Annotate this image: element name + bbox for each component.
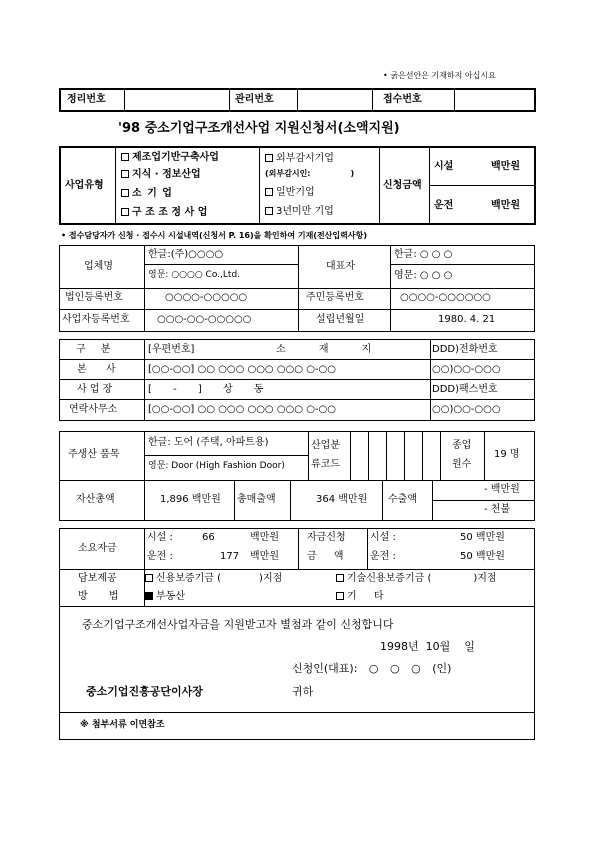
checkbox-icon[interactable] xyxy=(265,207,273,215)
export-label: 수출액 xyxy=(388,494,417,505)
declaration-date[interactable]: 1998년 10월 일 xyxy=(380,640,475,653)
funds-unit: 백만원 xyxy=(250,551,279,562)
reference-row xyxy=(59,88,536,112)
industry-code-label-1: 산업분 xyxy=(311,440,340,451)
manage-number-field[interactable] xyxy=(298,91,371,109)
employees-value[interactable]: 19 명 xyxy=(494,449,520,460)
request-amount-label-1: 자금신청 xyxy=(307,532,346,543)
applicant-signature[interactable]: 신청인(대표): ○ ○ ○ (인) xyxy=(292,662,452,675)
address-row-phone[interactable]: ○○)○○-○○○ xyxy=(432,364,501,375)
funds-operating-value[interactable]: 177 xyxy=(220,551,240,562)
business-type-section xyxy=(59,146,536,225)
funds-label: 소요자금 xyxy=(78,543,117,554)
collateral-tech-guarantee[interactable]: 기술신용보증기금 ( )지점 xyxy=(336,574,497,584)
industry-code-field[interactable] xyxy=(351,433,439,479)
funds-unit: 백만원 xyxy=(250,532,279,543)
company-info-table xyxy=(59,245,535,332)
request-facility-value[interactable]: 50 백만원 xyxy=(460,532,505,543)
founded-value[interactable]: 1980. 4. 21 xyxy=(438,314,496,325)
funds-operating-label: 운전 : xyxy=(147,551,173,562)
collateral-credit-guarantee[interactable]: 신용보증기금 ( )지점 xyxy=(145,574,282,584)
sales-value[interactable]: 364 백만원 xyxy=(316,494,368,505)
request-facility-label: 시설 : xyxy=(370,532,396,543)
checkbox-icon[interactable] xyxy=(121,153,129,161)
request-amount-label-2: 금 액 xyxy=(307,551,344,562)
corp-number-value[interactable]: ○○○○-○○○○○ xyxy=(165,292,248,303)
company-name-label: 업체명 xyxy=(84,261,113,272)
funds-section xyxy=(59,528,535,740)
amount-operating-unit: 백만원 xyxy=(491,200,520,211)
address-row-phone[interactable]: DDD)팩스번호 xyxy=(432,384,498,395)
checkbox-icon[interactable] xyxy=(145,574,153,582)
request-operating-value[interactable]: 50 백만원 xyxy=(460,551,505,562)
declaration-text: 중소기업구조개선사업자금을 지원받고자 별첨과 같이 신청합니다 xyxy=(82,618,394,631)
representative-en[interactable]: 영문: ○ ○ ○ xyxy=(394,270,453,281)
option-audited[interactable]: 외부감시기업 xyxy=(265,154,334,164)
employees-label-1: 종업 xyxy=(452,440,472,451)
resident-number-label: 주민등록번호 xyxy=(306,292,364,303)
option-knowledge[interactable]: 지식 · 정보산업 xyxy=(121,170,201,180)
amount-facility-unit: 백만원 xyxy=(491,161,520,172)
checkbox-icon[interactable] xyxy=(265,188,273,196)
collateral-real-estate[interactable]: 부동산 xyxy=(145,592,185,602)
address-row-phone[interactable]: ○○)○○-○○○ xyxy=(432,404,501,415)
checkbox-icon[interactable] xyxy=(336,592,344,600)
founded-label: 설립년월일 xyxy=(316,314,365,325)
arrange-number-field[interactable] xyxy=(125,91,228,109)
auditor-note: (외부감시인: ) xyxy=(265,169,355,178)
address-row-label: 본 사 xyxy=(77,364,116,375)
product-assets-table xyxy=(59,431,535,521)
corp-number-label: 법인등록번호 xyxy=(65,292,123,303)
attachments-note: ※ 첨부서류 이면참조 xyxy=(80,720,165,730)
employees-label-2: 원수 xyxy=(452,459,472,470)
arrange-number-label: 정리번호 xyxy=(67,94,106,105)
assets-label: 자산총액 xyxy=(76,494,115,505)
company-name-kr[interactable]: 한글:(주)○○○○ xyxy=(148,249,224,260)
address-header-zip: [우편번호] xyxy=(148,344,195,355)
collateral-label-2: 방 법 xyxy=(78,591,119,602)
checkbox-icon[interactable] xyxy=(336,574,344,582)
collateral-other[interactable]: 기 타 xyxy=(336,592,384,602)
amount-facility-label: 시설 xyxy=(434,161,454,172)
receipt-number-field[interactable] xyxy=(455,91,533,109)
export-value-usd[interactable]: - 천불 xyxy=(484,504,511,515)
representative-kr[interactable]: 한글: ○ ○ ○ xyxy=(394,249,453,260)
option-restructuring[interactable]: 구 조 조 정 사 업 xyxy=(121,208,207,218)
address-header-category: 구 분 xyxy=(76,344,117,355)
business-number-value[interactable]: ○○○-○○-○○○○○ xyxy=(157,314,252,325)
manage-number-label: 관리번호 xyxy=(235,94,274,105)
top-note: • 굵은선안은 기재하지 아십시요 xyxy=(383,71,496,80)
product-label: 주생산 품목 xyxy=(68,449,120,460)
option-general[interactable]: 일반기업 xyxy=(265,188,315,198)
option-manufacturing[interactable]: 제조업기반구축사업 xyxy=(121,153,219,163)
option-under-3-years[interactable]: 3년미만 기업 xyxy=(265,207,334,217)
address-row-label: 연락사무소 xyxy=(69,404,118,415)
request-operating-label: 운전 : xyxy=(370,551,396,562)
address-header-phone: DDD)전화번호 xyxy=(432,344,498,355)
checkbox-icon[interactable] xyxy=(265,154,273,162)
notice-text: • 접수담당자가 신청 · 접수시 시설내역(신청서 P. 16)을 확인하여 기재(전산입력사항) xyxy=(61,231,367,240)
receipt-number-label: 접수번호 xyxy=(383,94,422,105)
address-table xyxy=(59,339,535,421)
option-small-business[interactable]: 소 기 업 xyxy=(121,189,173,199)
product-en[interactable]: 영문: Door (High Fashion Door) xyxy=(148,461,285,471)
page-title: '98 중소기업구조개선사업 지원신청서(소액지원) xyxy=(118,121,400,136)
collateral-label-1: 담보제공 xyxy=(78,573,117,584)
checkbox-icon[interactable] xyxy=(121,208,129,216)
business-number-label: 사업자등록번호 xyxy=(62,314,130,325)
address-row-label: 사 업 장 xyxy=(77,384,113,395)
resident-number-value[interactable]: ○○○○-○○○○○○ xyxy=(400,292,491,303)
address-row-value[interactable]: [○○-○○] ○○ ○○○ ○○○ ○○○ ○-○○ xyxy=(148,364,336,375)
address-header-location: 소 재 지 xyxy=(276,344,372,355)
sales-label: 총매출액 xyxy=(237,494,276,505)
checkbox-icon[interactable] xyxy=(121,170,129,178)
company-name-en[interactable]: 영문: ○○○○ Co.,Ltd. xyxy=(148,270,241,280)
honorific: 귀하 xyxy=(292,685,314,698)
export-value-krw[interactable]: - 백만원 xyxy=(484,484,520,495)
checkbox-icon[interactable] xyxy=(121,189,129,197)
address-row-value[interactable]: [○○-○○] ○○ ○○○ ○○○ ○○○ ○-○○ xyxy=(148,404,336,415)
checkbox-checked-icon[interactable] xyxy=(145,592,153,600)
amount-label: 신청금액 xyxy=(383,180,422,191)
funds-facility-label: 시설 : xyxy=(147,532,173,543)
address-row-value[interactable]: [ - ] 상 동 xyxy=(148,384,264,395)
representative-label: 대표자 xyxy=(326,261,355,272)
product-kr[interactable]: 한글: 도어 (주택, 아파트용) xyxy=(148,437,269,448)
industry-code-label-2: 류코드 xyxy=(311,459,340,470)
business-type-label: 사업유형 xyxy=(65,180,104,191)
amount-operating-label: 운전 xyxy=(434,200,454,211)
addressee: 중소기업진흥공단이사장 xyxy=(86,685,203,698)
funds-facility-value[interactable]: 66 xyxy=(202,532,215,543)
assets-value[interactable]: 1,896 백만원 xyxy=(160,494,221,505)
